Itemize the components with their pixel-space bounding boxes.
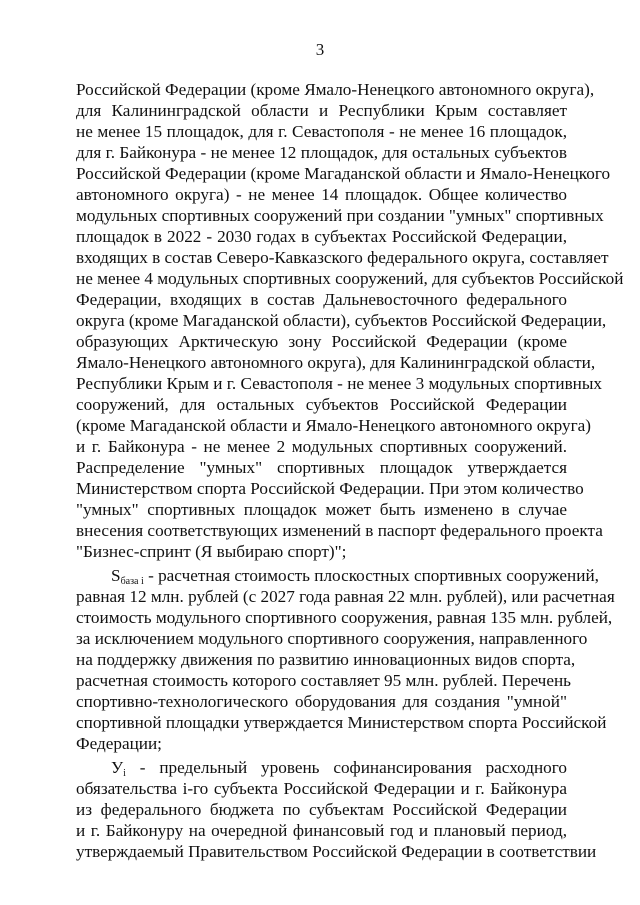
page-number: 3 <box>315 40 325 59</box>
text-line: Федерации, входящих в состав Дальневосточного федерального <box>76 290 567 309</box>
text-line: спортивной площадки утверждается Министерством спорта Российской <box>76 713 607 732</box>
text-line: округа (кроме Магаданской области), субъектов Российской Федерации, <box>76 311 607 330</box>
text-line: внесения соответствующих изменений в паспорт федерального проекта <box>76 521 603 540</box>
text-line: Ямало-Ненецкого автономного округа), для Калининградской области, <box>76 353 596 372</box>
text-line: и г. Байконуру на очередной финансовый год и плановый период, <box>76 821 567 840</box>
text-line: не менее 15 площадок, для г. Севастополя - не менее 16 площадок, <box>76 122 567 141</box>
text-line: расчетная стоимость которого составляет 95 млн. рублей. Перечень <box>76 671 571 690</box>
text-line: Распределение "умных" спортивных площадок утверждается <box>76 458 567 477</box>
text-line: "умных" спортивных площадок может быть изменено в случае <box>76 500 567 519</box>
text-line: модульных спортивных сооружений при создании "умных" спортивных <box>76 206 604 225</box>
y-subscript: i <box>123 768 126 779</box>
text-line: обязательства i-го субъекта Российской Федерации и г. Байконура <box>76 779 567 798</box>
text-line: сооружений, для остальных субъектов Российской Федерации <box>76 395 567 414</box>
text-line: стоимость модульного спортивного сооружения, равная 135 млн. рублей, <box>76 608 613 627</box>
text-line: на поддержку движения по развитию инновационных видов спорта, <box>76 650 576 669</box>
s-subscript: база i <box>120 576 144 587</box>
text-line: Министерством спорта Российской Федерации. При этом количество <box>76 479 584 498</box>
text-line: (кроме Магаданской области и Ямало-Ненецкого автономного округа) <box>76 416 592 435</box>
s-term-description: - расчетная стоимость плоскостных спортивных сооружений, <box>143 566 599 585</box>
text-line: входящих в состав Северо-Кавказского федерального округа, составляет <box>76 248 609 267</box>
s-term-first-line <box>111 565 599 587</box>
text-line: автономного округа) - не менее 14 площадок. Общее количество <box>76 185 567 204</box>
text-line: не менее 4 модульных спортивных сооружений, для субъектов Российской <box>76 269 624 288</box>
y-symbol: У <box>111 758 124 777</box>
text-line: Республики Крым и г. Севастополя - не менее 3 модульных спортивных <box>76 374 603 393</box>
text-line: спортивно-технологического оборудования для создания "умной" <box>76 692 567 711</box>
text-line: "Бизнес-спринт (Я выбираю спорт)"; <box>76 542 347 561</box>
text-line: Российской Федерации (кроме Магаданской области и Ямало-Ненецкого <box>76 164 611 183</box>
text-line: утверждаемый Правительством Российской Федерации в соответствии <box>76 842 597 861</box>
text-line: Российской Федерации (кроме Ямало-Ненецкого автономного округа), <box>76 80 595 99</box>
text-line: из федерального бюджета по субъектам Российской Федерации <box>76 800 567 819</box>
text-line: за исключением модульного спортивного сооружения, направленного <box>76 629 588 648</box>
text-line: для Калининградской области и Республики Крым составляет <box>76 101 567 120</box>
text-line: для г. Байконура - не менее 12 площадок, для остальных субъектов <box>76 143 567 162</box>
y-term-first-line <box>111 757 567 778</box>
text-line: и г. Байконура - не менее 2 модульных спортивных сооружений. <box>76 437 567 456</box>
text-line: равная 12 млн. рублей (с 2027 года равная 22 млн. рублей), или расчетная <box>76 587 615 606</box>
text-line: образующих Арктическую зону Российской Федерации (кроме <box>76 332 567 351</box>
y-term-description: - предельный уровень софинансирования расходного <box>125 758 567 777</box>
text-line: площадок в 2022 - 2030 годах в субъектах Российской Федерации, <box>76 227 567 246</box>
s-symbol: S <box>111 566 121 585</box>
text-line: Федерации; <box>76 734 162 753</box>
